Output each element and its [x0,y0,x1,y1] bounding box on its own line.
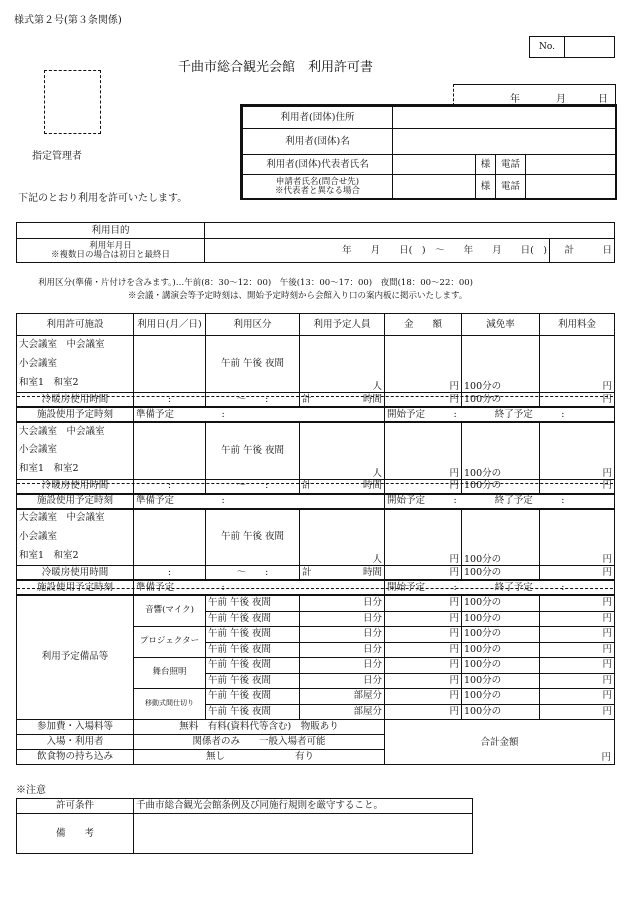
permission-text: 下記のとおり利用を許可いたします。 [18,193,188,204]
aircon-amount: 円 [385,393,462,408]
header-amount: 金 額 [385,314,462,336]
contact-line1: 申請者氏名(問合せ先) [275,176,360,187]
conditions-table [16,798,473,854]
schedule-prep[interactable] [134,494,385,509]
contact-phone-value[interactable] [526,175,616,199]
equip-amount: 円 [385,688,462,704]
aircon-label: 冷暖房使用時間 [17,393,134,408]
equip-discount: 100分の [462,642,540,657]
equip-rooms[interactable]: 部屋分 [300,704,385,719]
equip-amount: 円 [385,626,462,642]
equip-slot[interactable]: 午前 午後 夜間 [206,657,300,673]
header-facility: 利用許可施設 [17,314,134,336]
equip-slot[interactable]: 午前 午後 夜間 [206,642,300,657]
fee-cell: 円 [540,336,615,393]
equip-amount: 円 [385,673,462,688]
equip-fee: 円 [540,642,615,657]
purpose-table [16,222,615,263]
use-date-label2: ※複数日の場合は初日と最終日 [50,249,170,260]
header-discount: 減免率 [462,314,540,336]
rep-phone-label: 電話 [496,155,526,175]
slot-cell[interactable]: 午前 午後 夜間 [206,509,300,566]
form-number: 様式第２号(第３条関係) [14,15,122,26]
aircon-label: 冷暖房使用時間 [17,479,134,494]
date-day: 日 [598,94,608,105]
remarks-label: 備 考 [17,814,134,854]
room-line-2[interactable]: 小会議室 [17,527,134,547]
applicant-table [242,106,616,199]
note-signage: ※会議・講演会等予定時刻は、開始予定時刻から会館入り口の案内板に掲示いたします。 [128,291,468,301]
aircon-total-label: 計 [302,480,312,492]
people-cell[interactable]: 人 [300,422,385,479]
equip-slot[interactable]: 午前 午後 夜間 [206,611,300,626]
schedule-end-label: 終了予定 [494,408,533,420]
discount-cell: 100分の [462,422,540,479]
equip-discount: 100分の [462,673,540,688]
fee-cell: 円 [540,509,615,566]
equip-days[interactable]: 日分 [300,657,385,673]
rep-value[interactable] [393,155,476,175]
aircon-colon: : [265,480,269,492]
contact-label [243,175,393,199]
amount-cell: 円 [385,422,462,479]
equip-fee: 円 [540,626,615,642]
aircon-start[interactable]: : [134,566,206,581]
equipment-lighting: 舞台照明 [134,657,206,688]
schedule-label: 施設使用予定時刻 [17,494,134,509]
room-line-3[interactable]: 和室1 和室2 [17,547,134,566]
room-line-1[interactable]: 大会議室 中会議室 [17,422,134,440]
equip-fee: 円 [540,611,615,626]
contact-sama: 様 [476,175,496,199]
aircon-range[interactable] [206,479,300,494]
page-title: 千曲市総合観光会館 利用許可書 [178,60,374,75]
aircon-fee: 円 [540,393,615,408]
date-box-left [453,84,454,106]
room-line-1[interactable]: 大会議室 中会議室 [17,509,134,527]
amount-cell: 円 [385,509,462,566]
equip-slot[interactable]: 午前 午後 夜間 [206,704,300,719]
conditions-label: 許可条件 [17,799,134,814]
use-date-total: 計 日 [550,239,615,263]
attendees-options[interactable]: 関係者のみ 一般入場者可能 [134,734,385,749]
aircon-range[interactable] [206,566,300,581]
date-year: 年 [510,94,520,105]
participation-label: 参加費・入場料等 [17,719,134,734]
equip-fee: 円 [540,704,615,719]
equipment-audio: 音響(マイク) [134,595,206,626]
aircon-discount: 100分の [462,566,540,581]
room-line-2[interactable]: 小会議室 [17,440,134,460]
aircon-hours: 時間 [362,480,382,492]
aircon-fee: 円 [540,566,615,581]
dash-line [17,396,613,397]
schedule-start-label: 開始予定 [387,581,426,593]
equip-slot[interactable]: 午前 午後 夜間 [206,688,300,704]
attendees-label: 入場・利用者 [17,734,134,749]
use-date-cell[interactable] [134,336,206,393]
equipment-partition: 移動式間仕切り [134,688,206,719]
aircon-tilde: ～ [236,393,247,405]
use-date-cell[interactable] [134,422,206,479]
equip-slot[interactable]: 午前 午後 夜間 [206,626,300,642]
name-value[interactable] [393,129,616,155]
aircon-tilde: ～ [236,480,247,492]
schedule-end-colon: : [561,408,565,420]
contact-line2: ※代表者と異なる場合 [274,185,360,196]
equip-discount: 100分の [462,595,540,611]
date-box [453,84,616,107]
equip-fee: 円 [540,657,615,673]
slot-cell[interactable]: 午前 午後 夜間 [206,336,300,393]
grand-total-cell [385,719,615,764]
schedule-prep-label: 準備予定 [136,581,175,593]
schedule-label: 施設使用予定時刻 [17,407,134,422]
equip-days[interactable]: 日分 [300,626,385,642]
room-line-1[interactable]: 大会議室 中会議室 [17,336,134,354]
equip-slot[interactable]: 午前 午後 夜間 [206,673,300,688]
schedule-start-colon: : [453,495,457,507]
schedule-end-label: 終了予定 [494,581,533,593]
aircon-discount: 100分の [462,393,540,408]
aircon-tilde: ～ [236,566,247,578]
aircon-amount: 円 [385,479,462,494]
aircon-discount: 100分の [462,479,540,494]
contact-value[interactable] [393,175,476,199]
schedule-prep-colon: : [221,495,225,507]
aircon-total [300,393,385,408]
food-label: 飲食物の持ち込み [17,749,134,764]
facility-table [16,313,615,765]
aircon-total [300,566,385,581]
equip-amount: 円 [385,611,462,626]
dash-line [17,588,613,589]
aircon-colon: : [265,393,269,405]
aircon-amount: 円 [385,566,462,581]
caution-label: ※注意 [16,785,46,796]
slot-cell[interactable]: 午前 午後 夜間 [206,422,300,479]
note-time-slots: 利用区分(準備・片付けを含みます。)…午前(8：30～12：00) 午後(13：00～17：00) 夜間(18：00～22：00) [38,278,473,288]
conditions-text: 千曲市総合観光会館条例及び同施行規則を厳守すること。 [134,799,473,814]
schedule-prep-colon: : [221,408,225,420]
aircon-hours: 時間 [362,393,382,405]
aircon-range[interactable] [206,393,300,408]
room-line-3[interactable]: 和室1 和室2 [17,374,134,393]
equip-amount: 円 [385,642,462,657]
use-date-label [17,239,205,263]
equip-fee: 円 [540,688,615,704]
equip-discount: 100分の [462,704,540,719]
rep-label: 利用者(団体)代表者氏名 [243,155,393,175]
equip-discount: 100分の [462,688,540,704]
purpose-label: 利用目的 [17,223,205,239]
food-none: 無し [206,750,226,762]
address-value[interactable] [393,107,616,129]
schedule-end-colon: : [561,581,565,593]
aircon-fee: 円 [540,479,615,494]
room-line-2[interactable]: 小会議室 [17,354,134,374]
schedule-start-colon: : [453,408,457,420]
schedule-label: 施設使用予定時刻 [17,580,134,595]
aircon-start[interactable]: : [134,393,206,408]
number-box [529,36,615,58]
contact-phone-label: 電話 [496,175,526,199]
room-line-3[interactable]: 和室1 和室2 [17,460,134,479]
use-date-range: 年 月 日( ) ～ 年 月 日( ) [205,239,550,263]
equip-days[interactable]: 日分 [300,595,385,611]
dash-line [17,483,613,484]
header-slot: 利用区分 [206,314,300,336]
header-people: 利用予定人員 [300,314,385,336]
schedule-prep[interactable] [134,407,385,422]
schedule-start-colon: : [453,581,457,593]
purpose-value[interactable] [205,223,615,239]
equip-fee: 円 [540,595,615,611]
no-label: No. [530,37,565,57]
participation-options[interactable]: 無料 有料(資料代等含む) 物販あり [134,719,385,734]
food-options[interactable] [134,749,385,764]
aircon-hours: 時間 [362,566,382,578]
amount-cell: 円 [385,336,462,393]
equip-slot[interactable]: 午前 午後 夜間 [206,595,300,611]
date-month: 月 [556,94,566,105]
use-date-cell[interactable] [134,509,206,566]
equip-discount: 100分の [462,611,540,626]
grand-total-yen: 円 [601,752,611,764]
equipment-label: 利用予定備品等 [17,595,134,719]
stamp-box [44,70,101,134]
discount-cell: 100分の [462,509,540,566]
aircon-start[interactable]: : [134,479,206,494]
fee-cell: 円 [540,422,615,479]
equip-days[interactable]: 日分 [300,611,385,626]
equip-amount: 円 [385,657,462,673]
equip-amount: 円 [385,595,462,611]
equip-discount: 100分の [462,657,540,673]
equip-days[interactable]: 日分 [300,642,385,657]
schedule-times[interactable] [385,407,615,422]
people-cell[interactable]: 人 [300,509,385,566]
aircon-total [300,479,385,494]
schedule-prep-label: 準備予定 [136,408,175,420]
header-date: 利用日(月／日) [134,314,206,336]
equip-rooms[interactable]: 部屋分 [300,688,385,704]
stamp-label: 指定管理者 [32,151,82,162]
remarks-value[interactable] [134,814,473,854]
schedule-times[interactable] [385,494,615,509]
schedule-end-colon: : [561,495,565,507]
aircon-label: 冷暖房使用時間 [17,566,134,581]
use-date-label1: 利用年月日 [89,240,132,251]
food-yes: 有り [295,750,315,762]
schedule-end-label: 終了予定 [494,495,533,507]
discount-cell: 100分の [462,336,540,393]
rep-phone-value[interactable] [526,155,616,175]
equipment-projector: プロジェクター [134,626,206,657]
grand-total-label: 合計金額 [480,736,519,748]
aircon-total-label: 計 [302,393,312,405]
aircon-total-label: 計 [302,566,312,578]
address-label: 利用者(団体)住所 [243,107,393,129]
equip-amount: 円 [385,704,462,719]
people-cell[interactable]: 人 [300,336,385,393]
aircon-colon: : [265,566,269,578]
schedule-start-label: 開始予定 [387,495,426,507]
equip-days[interactable]: 日分 [300,673,385,688]
header-fee: 利用料金 [540,314,615,336]
name-label: 利用者(団体)名 [243,129,393,155]
rep-sama: 様 [476,155,496,175]
schedule-prep-colon: : [221,581,225,593]
equip-fee: 円 [540,673,615,688]
schedule-start-label: 開始予定 [387,408,426,420]
equip-discount: 100分の [462,626,540,642]
schedule-prep-label: 準備予定 [136,495,175,507]
